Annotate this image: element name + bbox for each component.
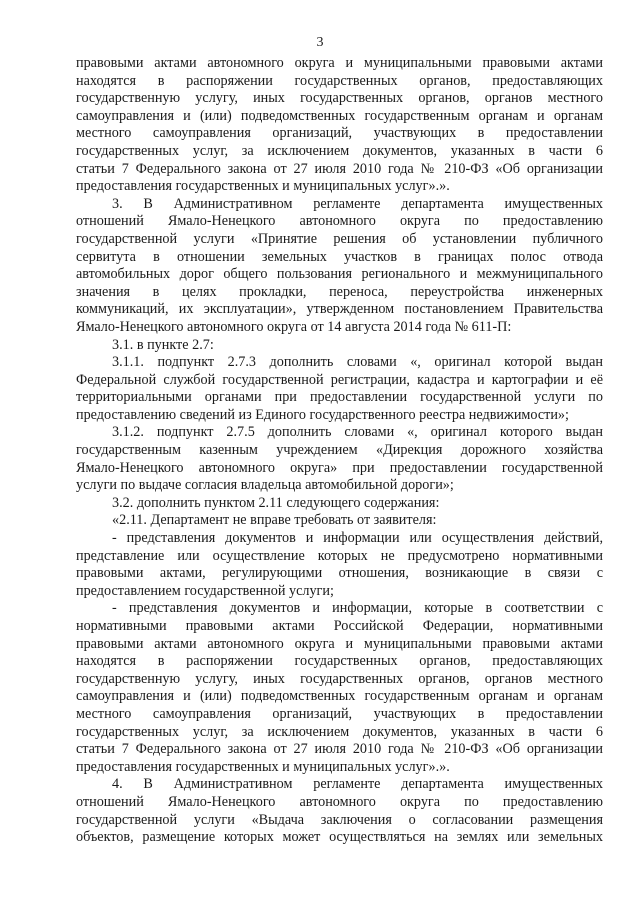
text-line: автомобильных дорог общего пользования регионального и межмуниципального bbox=[76, 266, 603, 283]
text-line: государственных услуг, за исключением документов, указанных в части 6 bbox=[76, 142, 603, 159]
text-line: статьи 7 Федерального закона от 27 июля 2010 года № 210-ФЗ «Об организации bbox=[76, 160, 603, 177]
text-line: Федеральной службой государственной регистрации, кадастра и картографии и её bbox=[76, 371, 603, 388]
text-line: правовыми актами автономного округа и муниципальными правовыми актами bbox=[76, 635, 603, 652]
text-line: - представления документов и информации или осуществления действий, bbox=[112, 530, 603, 547]
text-line: 3.1.1. подпункт 2.7.3 дополнить словами «, оригинал которой выдан bbox=[112, 354, 603, 371]
text-line: 3.1. в пункте 2.7: bbox=[112, 336, 214, 353]
text-line: государственным казенным учреждением «Дирекция дорожного хозяйства bbox=[76, 442, 603, 459]
text-line: объектов, размещение которых может осуществляться на землях или земельных bbox=[76, 829, 603, 846]
text-line: местного самоуправления организаций, участвующих в предоставлении bbox=[76, 125, 603, 142]
text-line: 3. В Административном регламенте департамента имущественных bbox=[112, 195, 603, 212]
page-number: 3 bbox=[316, 35, 324, 50]
text-line: государственную услугу, иных государственных органов, органов местного bbox=[76, 90, 603, 107]
text-line: государственной услуги «Выдача заключения о согласовании размещения bbox=[76, 811, 603, 828]
text-line: государственной услуги «Принятие решения об установлении публичного bbox=[76, 230, 603, 247]
text-line: представление или осуществление которых не предусмотрено нормативными bbox=[76, 547, 603, 564]
text-line: 3.1.2. подпункт 2.7.5 дополнить словами «, оригинал которого выдан bbox=[112, 424, 603, 441]
text-line: самоуправления и (или) подведомственных государственным органам и органам bbox=[76, 107, 603, 124]
text-line: предоставлением государственной услуги; bbox=[76, 582, 334, 599]
text-line: статьи 7 Федерального закона от 27 июля 2010 года № 210-ФЗ «Об организации bbox=[76, 741, 603, 758]
text-line: государственных услуг, за исключением документов, указанных в части 6 bbox=[76, 723, 603, 740]
text-line: предоставления государственных и муниципальных услуг».». bbox=[76, 758, 450, 775]
text-line: «2.11. Департамент не вправе требовать от заявителя: bbox=[112, 512, 437, 529]
text-line: коммуникаций, их эксплуатации», утвержденном постановлением Правительства bbox=[76, 301, 603, 318]
text-line: местного самоуправления организаций, участвующих в предоставлении bbox=[76, 705, 603, 722]
text-line: правовыми актами, регулирующими отношения, возникающие в связи с bbox=[76, 565, 603, 582]
text-line: находятся в распоряжении государственных органов, предоставляющих bbox=[76, 653, 603, 670]
text-line: правовыми актами автономного округа и муниципальными правовыми актами bbox=[76, 55, 603, 71]
text-line: отношений Ямало-Ненецкого автономного округа по предоставлению bbox=[76, 213, 603, 230]
text-line: сервитута в отношении земельных участков в границах полос отвода bbox=[76, 248, 603, 265]
text-line: территориальными органами при предоставлении государственной услуги по bbox=[76, 389, 603, 406]
text-line: услуги по выдаче согласия владельца автомобильной дороги»; bbox=[76, 477, 454, 494]
text-line: 3.2. дополнить пунктом 2.11 следующего содержания: bbox=[112, 494, 440, 511]
text-line: Ямало-Ненецкого автономного округа» при предоставлении государственной bbox=[76, 459, 603, 476]
text-line: находятся в распоряжении государственных органов, предоставляющих bbox=[76, 72, 603, 89]
text-line: нормативными правовыми актами Российской Федерации, нормативными bbox=[76, 618, 603, 634]
text-line: предоставлению сведений из Единого государственного реестра недвижимости»; bbox=[76, 406, 569, 423]
text-line: 4. В Административном регламенте департамента имущественных bbox=[112, 776, 603, 793]
text-line: государственную услугу, иных государственных органов, органов местного bbox=[76, 670, 603, 687]
document-body bbox=[76, 55, 603, 847]
text-line: предоставления государственных и муниципальных услуг».». bbox=[76, 178, 450, 195]
text-line: Ямало-Ненецкого автономного округа от 14 августа 2014 года № 611-П: bbox=[76, 318, 512, 335]
text-line: - представления документов и информации, которые в соответствии с bbox=[112, 600, 603, 617]
text-line: отношений Ямало-Ненецкого автономного округа по предоставлению bbox=[76, 793, 603, 810]
text-line: значения в целях прокладки, переноса, переустройства инженерных bbox=[76, 283, 603, 300]
text-line: самоуправления и (или) подведомственных государственным органам и органам bbox=[76, 688, 603, 705]
